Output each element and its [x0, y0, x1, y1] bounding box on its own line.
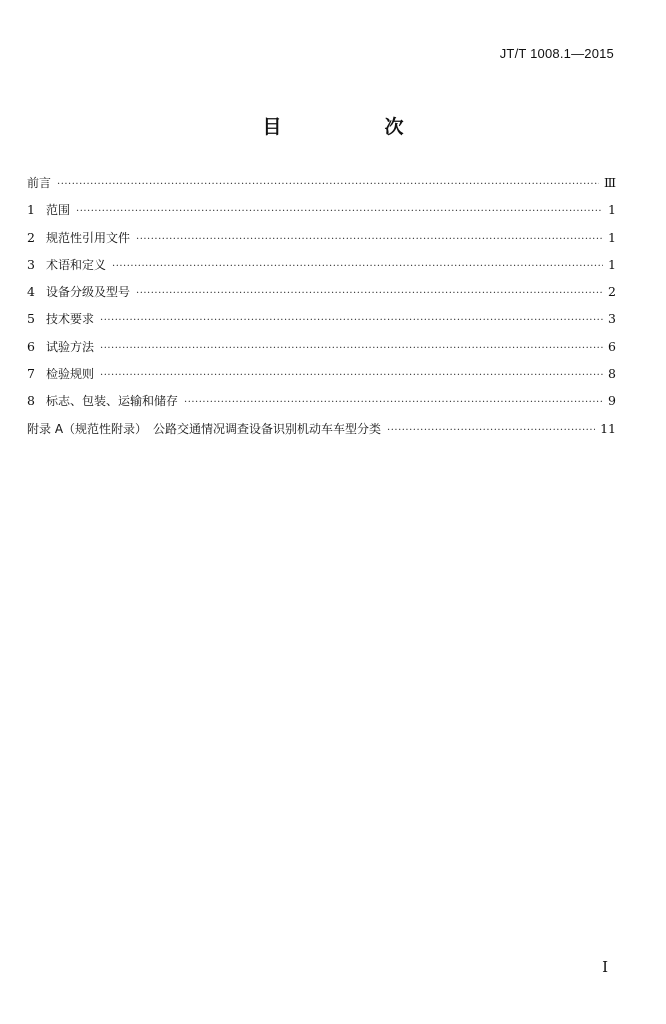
- toc-entry-label: 前言: [27, 176, 52, 190]
- toc-entry-2[interactable]: [27, 229, 616, 256]
- standard-code: JT/T 1008.1—2015: [499, 46, 614, 61]
- toc-entry-number: 4: [27, 284, 35, 300]
- toc-entry-page: 8: [608, 366, 616, 382]
- toc-entry-label: 术语和定义: [46, 257, 107, 272]
- toc-entry-page: 9: [608, 393, 616, 409]
- toc-entry-number: 6: [27, 338, 35, 354]
- toc-entry-7[interactable]: [27, 365, 616, 392]
- toc-entry-foreword[interactable]: [27, 174, 616, 201]
- table-of-contents: [27, 174, 616, 447]
- toc-leader-dots: [100, 370, 603, 381]
- toc-leader-dots: [100, 315, 603, 326]
- toc-entry-label: 设备分级及型号: [46, 285, 131, 300]
- toc-leader-dots: [136, 288, 603, 299]
- toc-entry-page: 3: [608, 311, 616, 327]
- toc-entry-label: 试验方法: [46, 339, 95, 354]
- toc-entry-page: 2: [608, 284, 616, 300]
- toc-leader-dots: [387, 425, 595, 436]
- toc-entry-label: 技术要求: [46, 312, 95, 327]
- toc-entry-4[interactable]: [27, 283, 616, 310]
- toc-entry-number: 3: [27, 256, 35, 272]
- toc-entry-number: 2: [27, 229, 35, 245]
- toc-entry-page: Ⅲ: [603, 175, 616, 190]
- toc-entry-6[interactable]: [27, 338, 616, 365]
- toc-entry-1[interactable]: [27, 201, 616, 228]
- toc-entry-label: 范围: [46, 203, 71, 218]
- toc-leader-dots: [100, 343, 603, 354]
- toc-entry-number: 1: [27, 202, 35, 218]
- toc-entry-page: 6: [608, 338, 616, 354]
- toc-entry-5[interactable]: [27, 310, 616, 337]
- toc-entry-number: 7: [27, 366, 35, 382]
- page-title: 目 次: [262, 116, 446, 138]
- toc-entry-page: 1: [608, 256, 616, 272]
- toc-leader-dots: [184, 397, 603, 408]
- toc-entry-annex-a[interactable]: [27, 420, 616, 447]
- toc-entry-8[interactable]: [27, 392, 616, 419]
- toc-leader-dots: [76, 206, 603, 217]
- toc-entry-3[interactable]: [27, 256, 616, 283]
- toc-entry-number: 5: [27, 311, 35, 327]
- toc-entry-page: 1: [608, 202, 616, 218]
- toc-entry-label: 标志、包装、运输和储存: [46, 394, 179, 409]
- page-number: I: [602, 958, 608, 976]
- toc-leader-dots: [136, 234, 603, 245]
- toc-leader-dots: [112, 261, 603, 272]
- toc-entry-label: 规范性引用文件: [46, 230, 131, 245]
- toc-entry-label: 附录 A（规范性附录） 公路交通情况调查设备识别机动车车型分类: [27, 421, 382, 436]
- toc-entry-page: 11: [600, 420, 616, 436]
- toc-entry-label: 检验规则: [46, 367, 95, 382]
- toc-leader-dots: [57, 179, 599, 190]
- toc-entry-number: 8: [27, 393, 35, 409]
- toc-entry-page: 1: [608, 229, 616, 245]
